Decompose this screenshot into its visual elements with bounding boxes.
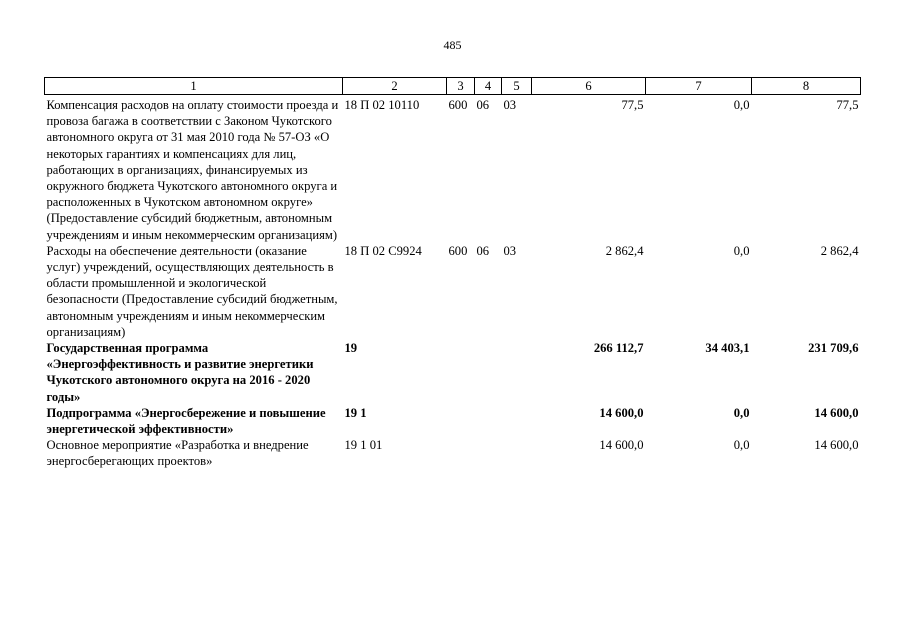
row-name: Подпрограмма «Энергосбережение и повышение энергетической эффективности» [46, 405, 326, 437]
row-col6: 14 600,0 [599, 438, 644, 453]
row-name: Основное мероприятие «Разработка и внедрение энергосберегающих проектов» [46, 438, 309, 469]
row-code: 18 П 02 10110 [344, 98, 420, 112]
row-col7: 34 403,1 [705, 341, 750, 356]
row-col7: 0,0 [733, 98, 750, 112]
row-code: 19 1 [344, 405, 367, 420]
row-col7: 0,0 [733, 438, 750, 453]
row-col8: 14 600,0 [814, 438, 859, 453]
row-col4: 06 [476, 243, 490, 258]
row-col3 [447, 405, 475, 437]
row-col5 [502, 405, 532, 437]
row-col8: 2 862,4 [820, 243, 859, 258]
header-cell-6: 6 [532, 78, 646, 95]
table-row [45, 97, 861, 243]
row-col7: 0,0 [733, 243, 750, 258]
row-col3: 600 [448, 243, 468, 258]
header-cell-3: 3 [447, 78, 475, 95]
row-col8: 77,5 [836, 98, 859, 112]
row-col7: 0,0 [733, 405, 750, 420]
row-name: Компенсация расходов на оплату стоимости проезда и провоза багажа в соответствии с Законом Чукотского автономного округа от 31 мая 2010 года № 57-ОЗ «О некоторых гарантиях и компенсациях для лиц, работающих в организациях, финансируемых из окружного бюджета Чукотского автономного округа и расположенных в Чукотском автономном округе» (Предоставление субсидий бюджетным, автономным учреждениям и иным некоммерческим организациям) [46, 98, 339, 242]
row-name: Расходы на обеспечение деятельности (оказание услуг) учреждений, осуществляющих деятельность в области промышленной и экологической безопасности (Предоставление субсидий бюджетным, автономным учреждениям и иным некоммерческим организациям) [46, 243, 338, 339]
row-col6: 266 112,7 [593, 341, 644, 356]
row-col3 [447, 340, 475, 405]
header-row [45, 78, 861, 95]
row-code: 19 1 01 [344, 438, 383, 453]
header-cell-4: 4 [475, 78, 502, 95]
header-cell-7: 7 [646, 78, 752, 95]
row-col6: 14 600,0 [599, 405, 644, 420]
row-code: 18 П 02 С9924 [344, 243, 422, 258]
page-number: 485 [443, 38, 462, 52]
row-code: 19 [344, 341, 358, 356]
row-col4 [475, 340, 502, 405]
row-col5 [502, 340, 532, 405]
row-col5: 03 [503, 243, 517, 258]
table-row [45, 405, 861, 437]
table-row [45, 437, 861, 469]
row-col3 [447, 437, 475, 469]
row-col6: 77,5 [621, 98, 644, 112]
row-col4 [475, 437, 502, 469]
row-col6: 2 862,4 [605, 243, 644, 258]
table-row [45, 340, 861, 405]
row-col5: 03 [503, 98, 517, 112]
row-col4 [475, 405, 502, 437]
row-col3: 600 [448, 98, 468, 112]
budget-table [44, 77, 861, 470]
row-name: Государственная программа «Энергоэффективность и развитие энергетики Чукотского автономного округа на 2016 - 2020 годы» [46, 341, 314, 404]
row-col4: 06 [476, 98, 490, 112]
header-cell-1: 1 [45, 78, 343, 95]
row-col8: 14 600,0 [814, 405, 859, 420]
row-col5 [502, 437, 532, 469]
table-row [45, 243, 861, 340]
row-col8: 231 709,6 [808, 341, 859, 356]
header-cell-8: 8 [752, 78, 861, 95]
header-cell-5: 5 [502, 78, 532, 95]
header-cell-2: 2 [343, 78, 447, 95]
